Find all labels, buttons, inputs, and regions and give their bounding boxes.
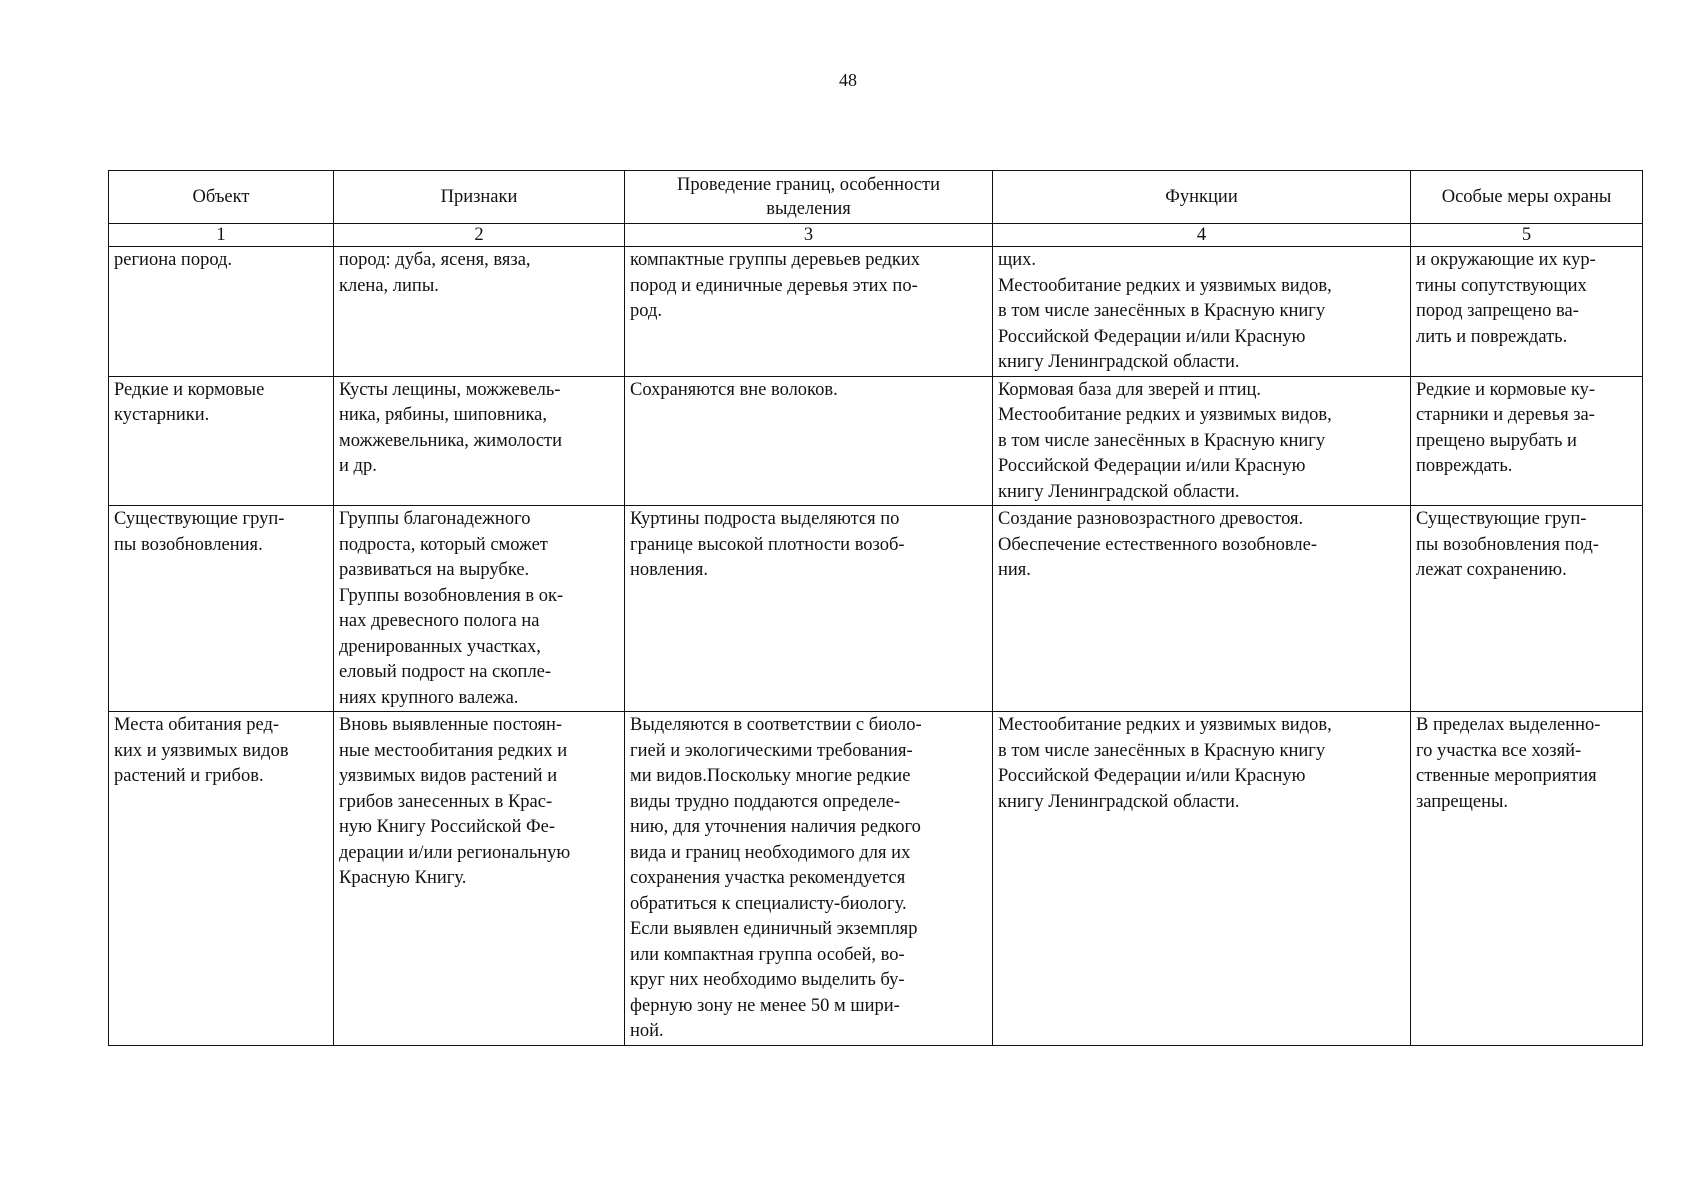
column-number: 5 xyxy=(1411,224,1643,247)
table-cell: Кусты лещины, можжевель- ника, рябины, шиповника, можжевельника, жимолости и др. xyxy=(334,376,625,506)
protection-measures-table xyxy=(108,170,1643,1046)
table-cell: Выделяются в соответствии с биоло- гией и экологическими требования- ми видов.Поскольку многие редкие виды трудно поддаются определе- нию, для уточнения наличия редкого вида и границ необходимого для их сохранения участка рекомендуется обратиться к специалисту-биологу. Если выявлен единичный экземпляр или компактная группа особей, во- круг них необходимо выделить бу- ферную зону не менее 50 м шири- ной. xyxy=(625,712,993,1046)
table-row xyxy=(109,712,1643,1046)
table-cell: компактные группы деревьев редких пород и единичные деревья этих по- род. xyxy=(625,247,993,377)
header-functions: Функции xyxy=(993,171,1411,224)
header-protection: Особые меры охраны xyxy=(1411,171,1643,224)
table-cell: Редкие и кормовые кустарники. xyxy=(109,376,334,506)
table-row xyxy=(109,506,1643,712)
table-column-numbers-row xyxy=(109,224,1643,247)
table-cell: Вновь выявленные постоян- ные местообитания редких и уязвимых видов растений и грибов занесенных в Крас- ную Книгу Российской Фе- дерации и/или региональную Красную Книгу. xyxy=(334,712,625,1046)
table-cell: В пределах выделенно- го участка все хозяй- ственные мероприятия запрещены. xyxy=(1411,712,1643,1046)
column-number: 4 xyxy=(993,224,1411,247)
header-boundaries: Проведение границ, особенности выделения xyxy=(625,171,993,224)
table-cell: Существующие груп- пы возобновления под- лежат сохранению. xyxy=(1411,506,1643,712)
table-row xyxy=(109,376,1643,506)
table-cell: щих. Местообитание редких и уязвимых видов, в том числе занесённых в Красную книгу Российской Федерации и/или Красную книгу Ленинградской области. xyxy=(993,247,1411,377)
table-cell: пород: дуба, ясеня, вяза, клена, липы. xyxy=(334,247,625,377)
table-cell: Сохраняются вне волоков. xyxy=(625,376,993,506)
table-cell: Группы благонадежного подроста, который сможет развиваться на вырубке. Группы возобновления в ок- нах древесного полога на дренированных участках, еловый подрост на скопле- ниях крупного валежа. xyxy=(334,506,625,712)
header-features: Признаки xyxy=(334,171,625,224)
table-cell: Кормовая база для зверей и птиц. Местообитание редких и уязвимых видов, в том числе занесённых в Красную книгу Российской Федерации и/или Красную книгу Ленинградской области. xyxy=(993,376,1411,506)
table-cell: и окружающие их кур- тины сопутствующих пород запрещено ва- лить и повреждать. xyxy=(1411,247,1643,377)
table-row xyxy=(109,247,1643,377)
header-object: Объект xyxy=(109,171,334,224)
column-number: 1 xyxy=(109,224,334,247)
table-cell: Куртины подроста выделяются по границе высокой плотности возоб- новления. xyxy=(625,506,993,712)
table-cell: Местообитание редких и уязвимых видов, в том числе занесённых в Красную книгу Российской Федерации и/или Красную книгу Ленинградской области. xyxy=(993,712,1411,1046)
table-cell: Существующие груп- пы возобновления. xyxy=(109,506,334,712)
column-number: 3 xyxy=(625,224,993,247)
page-number: 48 xyxy=(839,70,857,90)
column-number: 2 xyxy=(334,224,625,247)
table-cell: Редкие и кормовые ку- старники и деревья за- прещено вырубать и повреждать. xyxy=(1411,376,1643,506)
table-header-row xyxy=(109,171,1643,224)
table-cell: региона пород. xyxy=(109,247,334,377)
table-cell: Места обитания ред- ких и уязвимых видов растений и грибов. xyxy=(109,712,334,1046)
table-cell: Создание разновозрастного древостоя. Обеспечение естественного возобновле- ния. xyxy=(993,506,1411,712)
